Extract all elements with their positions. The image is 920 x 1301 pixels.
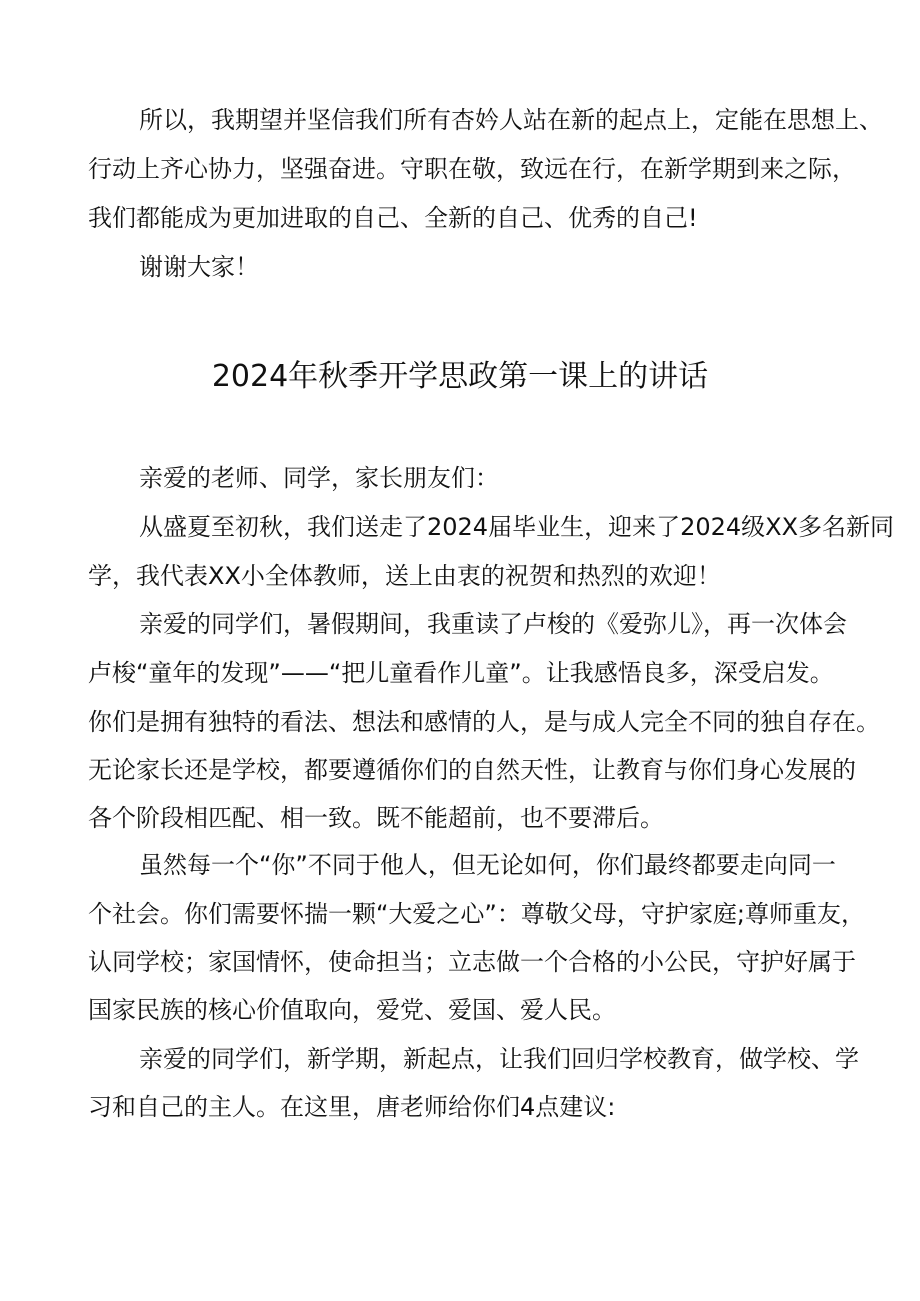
paragraph-4-line-1: 亲爱的同学们，新学期，新起点，让我们回归学校教育，做学校、学 <box>139 1045 859 1073</box>
intro-line-1: 所以，我期望并坚信我们所有杏妗人站在新的起点上，定能在思想上、 <box>139 106 883 134</box>
paragraph-4-line-2: 习和自己的主人。在这里，唐老师给你们4点建议: <box>88 1093 616 1121</box>
greeting-line: 亲爱的老师、同学，家长朋友们： <box>139 464 499 492</box>
paragraph-3-line-3: 认同学校；家国情怀，使命担当；立志做一个合格的小公民，守护好属于 <box>88 948 856 976</box>
paragraph-1-line-2: 学，我代表XX小全体教师，送上由衷的祝贺和热烈的欢迎！ <box>88 562 721 590</box>
thanks-line: 谢谢大家！ <box>139 253 259 281</box>
paragraph-2-line-2: 卢梭“童年的发现”——“把儿童看作儿童”。让我感悟良多，深受启发。 <box>88 659 834 687</box>
intro-line-3: 我们都能成为更加进取的自己、全新的自己、优秀的自己! <box>88 204 698 232</box>
intro-line-2: 行动上齐心协力，坚强奋进。守职在敬，致远在行，在新学期到来之际， <box>88 155 856 183</box>
paragraph-2-line-5: 各个阶段相匹配、相一致。既不能超前，也不要滞后。 <box>88 804 664 832</box>
paragraph-3-line-2: 个社会。你们需要怀揣一颗“大爱之心”：尊敬父母，守护家庭;尊师重友， <box>88 900 865 928</box>
paragraph-2-line-1: 亲爱的同学们，暑假期间，我重读了卢梭的《爱弥儿》，再一次体会 <box>139 610 847 638</box>
paragraph-3-line-1: 虽然每一个“你”不同于他人，但无论如何，你们最终都要走向同一 <box>139 851 836 879</box>
paragraph-2-line-4: 无论家长还是学校，都要遵循你们的自然天性，让教育与你们身心发展的 <box>88 756 856 784</box>
paragraph-1-line-1: 从盛夏至初秋，我们送走了2024届毕业生，迎来了2024级XX多名新同 <box>139 513 895 541</box>
document-title: 2024年秋季开学思政第一课上的讲话 <box>211 359 709 394</box>
paragraph-3-line-4: 国家民族的核心价值取向，爱党、爱国、爱人民。 <box>88 996 616 1024</box>
paragraph-2-line-3: 你们是拥有独特的看法、想法和感情的人，是与成人完全不同的独自存在。 <box>88 708 880 736</box>
